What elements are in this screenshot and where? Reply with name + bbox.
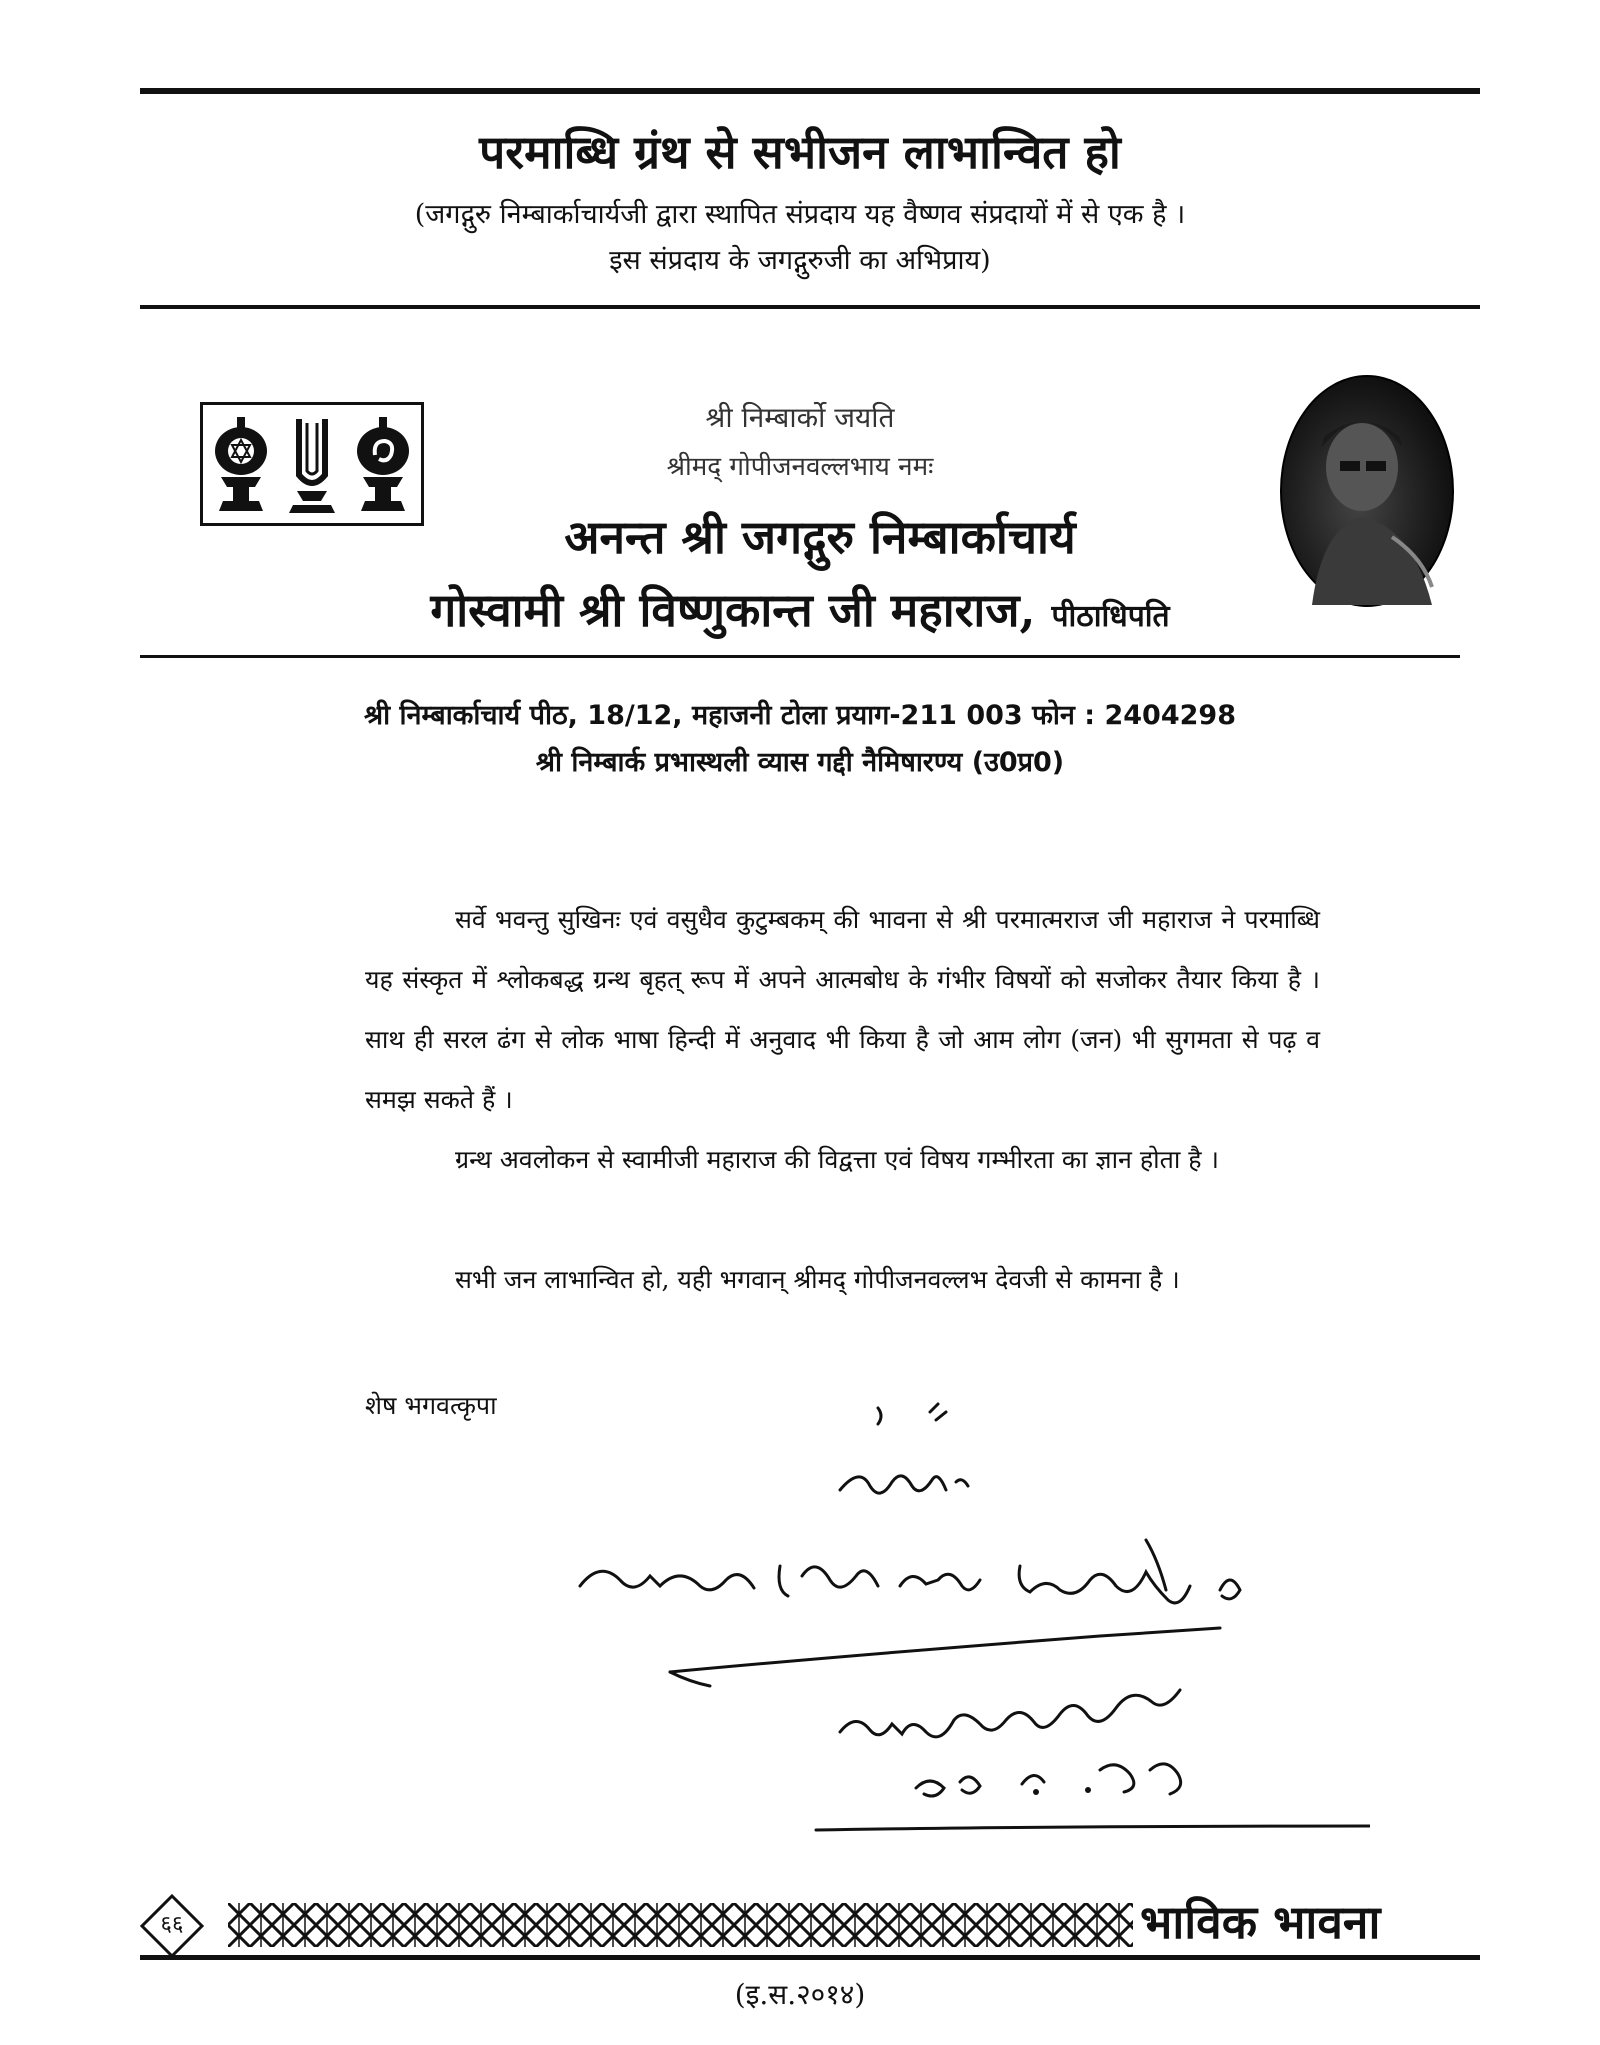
decorative-border-strip: [228, 1903, 1133, 1947]
page-subtitle: [0, 192, 1600, 284]
acharya-portrait-photo: [1280, 375, 1454, 607]
page-title: परमाब्धि ग्रंथ से सभीजन लाभान्वित हो: [479, 125, 1121, 179]
invocation-line-1: श्री निम्बार्को जयति: [705, 401, 895, 434]
subtitle-line-1: (जगद्गुरु निम्बार्काचार्यजी द्वारा स्थापित संप्रदाय यह वैष्णव संप्रदायों में से एक है ।: [414, 199, 1186, 230]
acharya-designation: पीठाधिपति: [1051, 599, 1170, 634]
handwritten-signature: [540, 1390, 1370, 1850]
header-bottom-rule: [140, 305, 1480, 309]
acharya-title: अनन्त श्री जगद्गुरु निम्बार्काचार्य: [564, 510, 1076, 564]
book-title: भाविक भावना: [1140, 1895, 1381, 1949]
top-rule: [140, 88, 1480, 94]
acharya-name-text: गोस्वामी श्री विष्णुकान्त जी महाराज,: [430, 583, 1036, 637]
letter-paragraph-2: ग्रन्थ अवलोकन से स्वामीजी महाराज की विद्वत्ता एवं विषय गम्भीरता का ज्ञान होता है ।: [455, 1145, 1219, 1174]
portrait-figure-icon: [1282, 377, 1452, 605]
letter-paragraph-1: सर्वे भवन्तु सुखिनः एवं वसुधैव कुटुम्बकम् की भावना से श्री परमात्मराज जी महाराज ने परमाब्धि यह संस्कृत में श्लोकबद्ध ग्रन्थ बृहत् रूप में अपने आत्मबोध के गंभीर विषयों को सजोकर तैयार किया है । साथ ही सरल ढंग से लोक भाषा हिन्दी में अनुवाद भी किया है जो आम लोग (जन) भी सुगमता से पढ़ व समझ सकते हैं ।: [365, 905, 1320, 1114]
address-line-1: श्री निम्बार्काचार्य पीठ, 18/12, महाजनी टोला प्रयाग-211 003 फोन : 2404298: [364, 700, 1236, 731]
footer-left-rule: [140, 1955, 1480, 1960]
page-number-badge: [140, 1894, 204, 1958]
address-line-2: श्री निम्बार्क प्रभास्थली व्यास गद्दी नैमिषारण्य (उ0प्र0): [535, 747, 1065, 778]
closing-line: शेष भगवत्कृपा: [365, 1391, 497, 1420]
acharya-name: [320, 578, 1280, 640]
letter-paragraph-3: सभी जन लाभान्वित हो, यही भगवान् श्रीमद् गोपीजनवल्लभ देवजी से कामना है ।: [455, 1265, 1180, 1294]
letterhead-rule: [140, 655, 1460, 658]
subtitle-line-2: इस संप्रदाय के जगद्गुरुजी का अभिप्राय): [609, 245, 991, 276]
invocation-line-2: श्रीमद् गोपीजनवल्लभाय नमः: [666, 452, 934, 482]
page-number: ६६: [160, 1912, 184, 1937]
publication-year: (इ.स.२०१४): [734, 1978, 866, 2011]
